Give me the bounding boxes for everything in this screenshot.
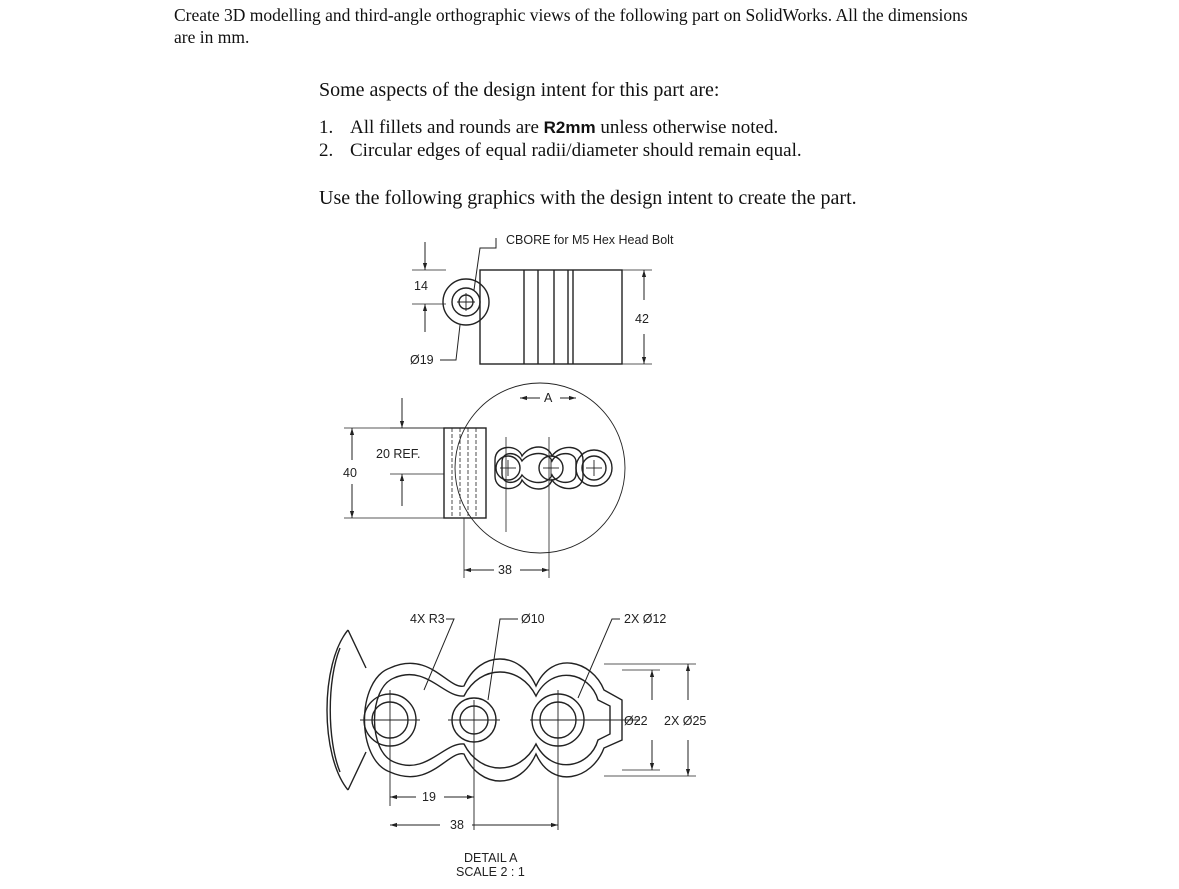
dim-38-detail: 38 xyxy=(450,818,464,832)
note-dia10: Ø10 xyxy=(521,612,545,626)
section-label-a: A xyxy=(544,391,553,405)
intro-text: Create 3D modelling and third-angle orthographic views of the following part on SolidWorks. All the dimensions are in mm. xyxy=(174,5,968,47)
dim-42: 42 xyxy=(635,312,649,326)
dim-40: 40 xyxy=(343,466,357,480)
detail-scale: SCALE 2 : 1 xyxy=(456,865,525,879)
top-view-body xyxy=(480,270,622,364)
use-graphics-text: Use the following graphics with the design intent to create the part. xyxy=(319,187,857,209)
note-4x-r3: 4X R3 xyxy=(410,612,445,626)
dim-38-front: 38 xyxy=(498,563,512,577)
front-view-body xyxy=(444,428,486,518)
note-2x-dia12: 2X Ø12 xyxy=(624,612,667,626)
detail-title: DETAIL A xyxy=(464,851,518,865)
design-intent-heading: Some aspects of the design intent for this part are: xyxy=(319,79,720,101)
front-view xyxy=(344,383,625,578)
dim-dia19: Ø19 xyxy=(410,353,434,367)
dim-19: 19 xyxy=(422,790,436,804)
dim-dia22: Ø22 xyxy=(624,714,648,728)
dim-20-ref: 20 REF. xyxy=(376,447,421,461)
dim-14: 14 xyxy=(414,279,428,293)
design-intent-item-2: 2. Circular edges of equal radii/diameter should remain equal. xyxy=(319,140,802,161)
dim-2x-dia25: 2X Ø25 xyxy=(664,714,707,728)
design-intent-item-1: 1. All fillets and rounds are R2mm unless otherwise noted. xyxy=(319,117,779,138)
top-view xyxy=(412,238,652,364)
cbore-note: CBORE for M5 Hex Head Bolt xyxy=(506,233,674,247)
